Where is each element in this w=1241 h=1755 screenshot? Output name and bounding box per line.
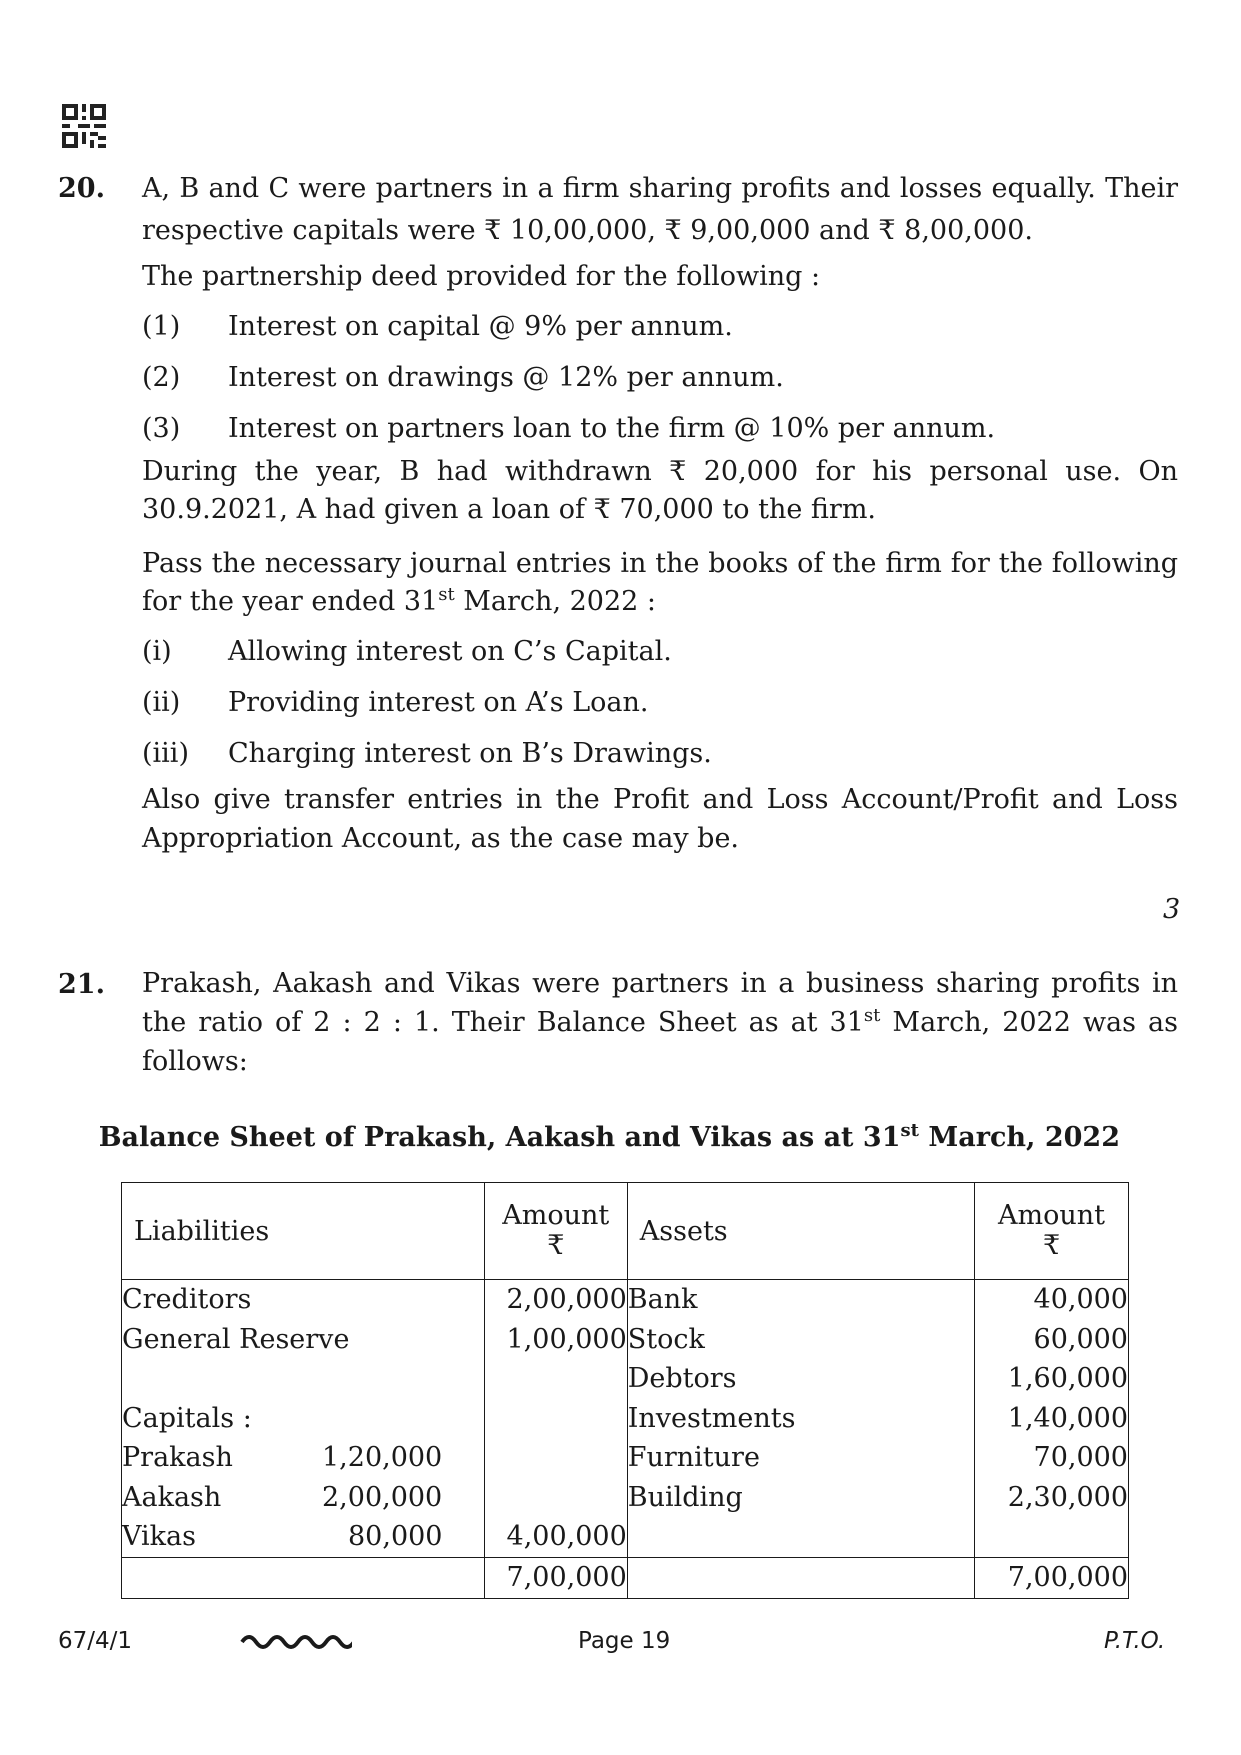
- header-amount: Amount ₹: [975, 1183, 1129, 1280]
- header-amount: Amount ₹: [484, 1183, 627, 1280]
- provision-item: (2) Interest on drawings @ 12% per annum.: [142, 362, 784, 393]
- provision-item: (3) Interest on partners loan to the firm @ 10% per annum.: [142, 413, 996, 444]
- page-number: Page 19: [578, 1628, 671, 1654]
- question-number: 21.: [58, 969, 105, 1000]
- asset-label: Debtors: [627, 1363, 737, 1394]
- amount-value: 1,00,000: [506, 1323, 627, 1355]
- marks-label: 3: [1163, 894, 1181, 925]
- balance-sheet-title: Balance Sheet of Prakash, Aakash and Vikas as at 31st March, 2022: [98, 1120, 1120, 1153]
- amount-value: 60,000: [1033, 1323, 1128, 1355]
- paper-code: 67/4/1: [58, 1628, 133, 1654]
- balance-sheet-table: [121, 1182, 1129, 1599]
- amount-value: 70,000: [1033, 1442, 1128, 1473]
- partner-capital: 2,00,000: [322, 1481, 443, 1513]
- partner-name: Vikas: [122, 1521, 196, 1552]
- partner-name: Prakash: [122, 1442, 233, 1473]
- asset-label: Furniture: [627, 1442, 760, 1473]
- assets-amount-column: [975, 1280, 1129, 1558]
- pto-label: P.T.O.: [1104, 1628, 1166, 1654]
- total-assets: 7,00,000: [975, 1557, 1129, 1598]
- liabilities-amount-column: [484, 1280, 627, 1558]
- amount-value: 1,60,000: [1007, 1363, 1128, 1394]
- asset-label: Building: [627, 1481, 743, 1513]
- amount-value: 40,000: [1033, 1284, 1128, 1315]
- liabilities-column: [122, 1280, 485, 1558]
- transfer-entries-text: Also give transfer entries in the Profit and Loss Account/Profit and Loss Appropriation Account, as the case may be.: [142, 784, 1178, 854]
- total-liabilities: 7,00,000: [484, 1557, 627, 1598]
- wave-ornament-icon: [240, 1630, 352, 1650]
- journal-instruction: Pass the necessary journal entries in the books of the firm for the following for the year ended 31st March, 2022 :: [142, 548, 1178, 617]
- assets-column: [627, 1280, 974, 1558]
- partner-capital: 1,20,000: [322, 1442, 443, 1473]
- asset-label: Bank: [627, 1284, 698, 1315]
- question-text: Prakash, Aakash and Vikas were partners in a business sharing profits in the ratio of 2 : 2 : 1. Their Balance Sheet as at 31st March, 2022 was as follows:: [142, 968, 1178, 1077]
- question-intro: A, B and C were partners in a firm sharing profits and losses equally. Their respective capitals were ₹ 10,00,000, ₹ 9,00,000 and ₹ 8,00,000.: [142, 173, 1178, 246]
- deed-text: The partnership deed provided for the following :: [142, 261, 821, 292]
- liability-label: General Reserve: [122, 1323, 350, 1355]
- qr-code-icon: [62, 104, 106, 148]
- entry-item: (iii) Charging interest on B’s Drawings.: [142, 738, 712, 769]
- drawing-loan-text: During the year, B had withdrawn ₹ 20,000 for his personal use. On 30.9.2021, A had given a loan of ₹ 70,000 to the firm.: [142, 456, 1178, 525]
- amount-value: 2,30,000: [1007, 1481, 1128, 1513]
- liability-label: Creditors: [122, 1284, 252, 1315]
- entry-item: (ii) Providing interest on A’s Loan.: [142, 687, 649, 718]
- partner-capital: 80,000: [322, 1517, 442, 1558]
- question-number: 20.: [58, 173, 105, 204]
- amount-value: 2,00,000: [506, 1284, 627, 1315]
- provision-item: (1) Interest on capital @ 9% per annum.: [142, 311, 733, 342]
- partner-name: Aakash: [122, 1481, 222, 1513]
- capitals-label: Capitals :: [122, 1402, 252, 1434]
- entry-item: (i) Allowing interest on C’s Capital.: [142, 636, 672, 667]
- header-assets: Assets: [627, 1183, 974, 1280]
- amount-value: 4,00,000: [506, 1521, 627, 1552]
- asset-label: Stock: [627, 1323, 705, 1355]
- amount-value: 1,40,000: [1007, 1402, 1128, 1434]
- header-liabilities: Liabilities: [122, 1183, 485, 1280]
- asset-label: Investments: [627, 1402, 796, 1434]
